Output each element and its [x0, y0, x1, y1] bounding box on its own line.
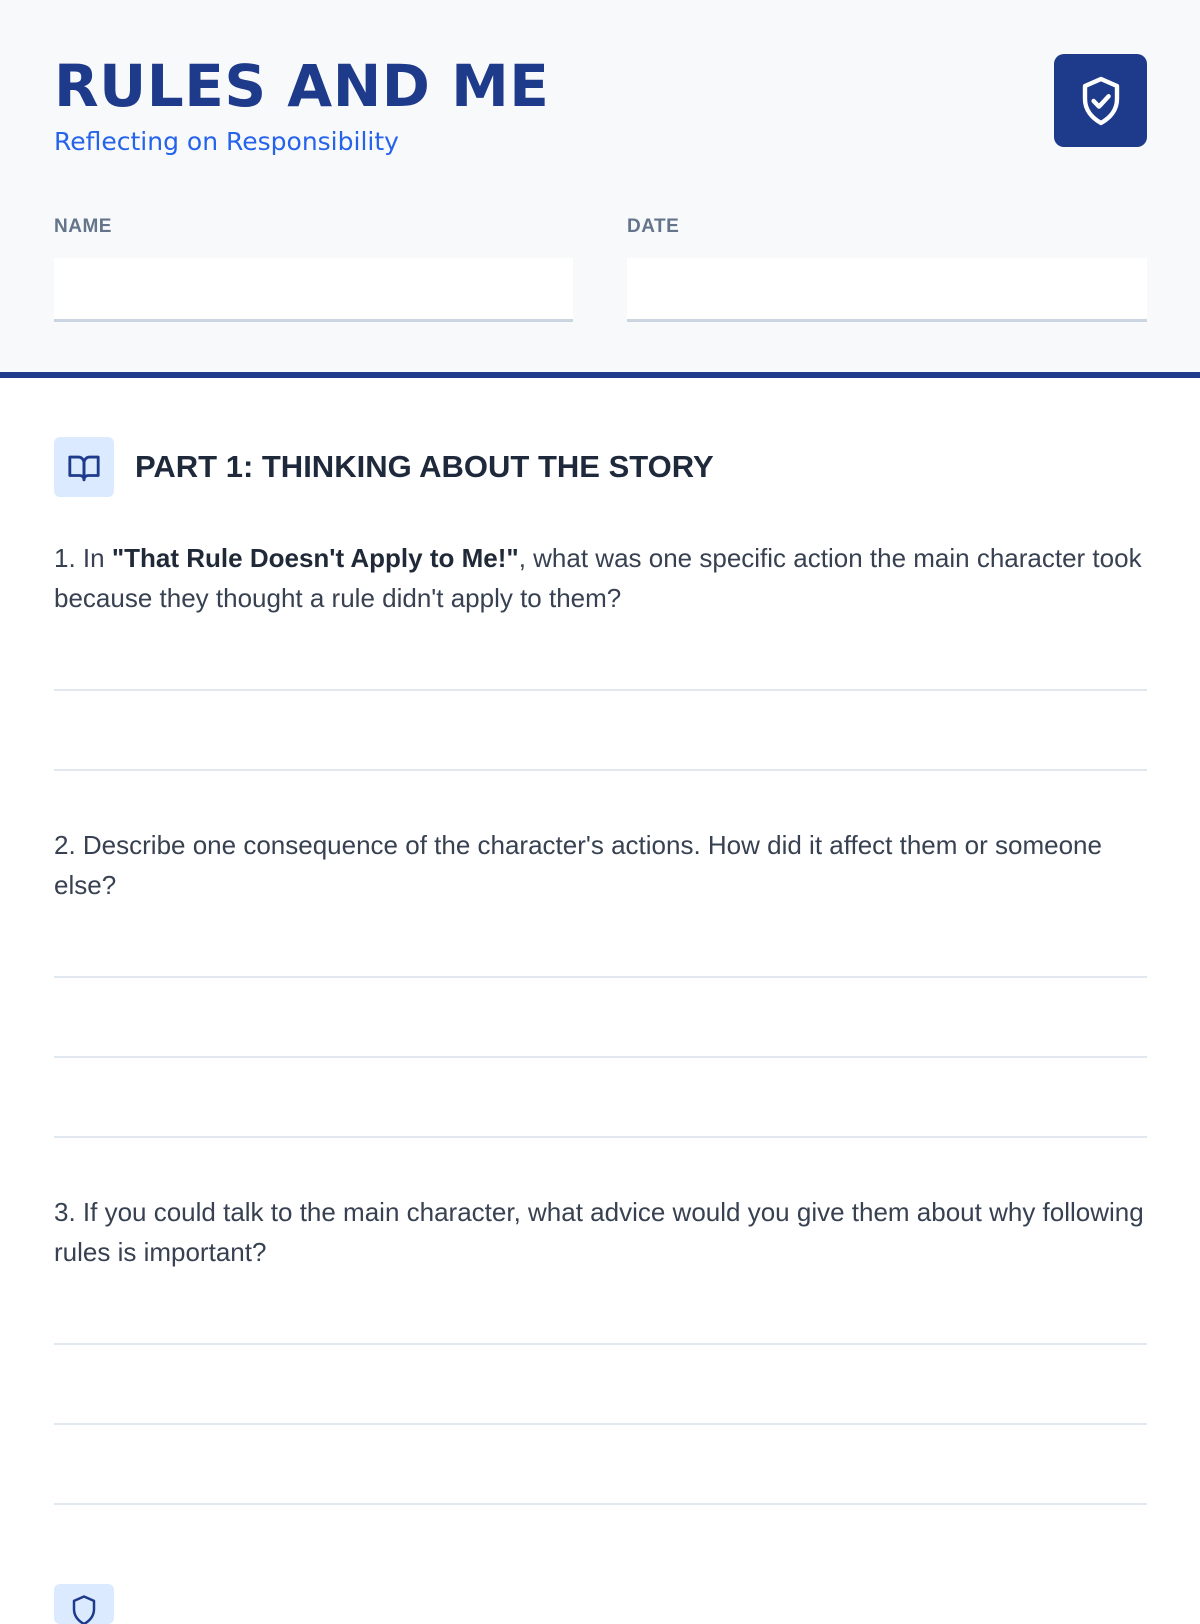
answer-line[interactable] [54, 1056, 1147, 1058]
question-2 [54, 825, 1154, 905]
question-2-text: 2. Describe one consequence of the character's actions. How did it affect them or someone else? [54, 830, 1102, 900]
answer-line[interactable] [54, 1503, 1147, 1505]
answer-line[interactable] [54, 1343, 1147, 1345]
name-field[interactable] [54, 258, 573, 322]
answer-line[interactable] [54, 1423, 1147, 1425]
name-label: NAME [54, 216, 112, 237]
book-open-icon [54, 437, 114, 497]
date-field[interactable] [627, 258, 1147, 322]
question-3 [54, 1192, 1154, 1272]
answer-line[interactable] [54, 689, 1147, 691]
story-title: "That Rule Doesn't Apply to Me!" [111, 543, 519, 573]
shield-icon [54, 1584, 114, 1624]
shield-check-icon [1054, 54, 1147, 147]
date-label: DATE [627, 216, 680, 237]
answer-line[interactable] [54, 976, 1147, 978]
part1-title: PART 1: THINKING ABOUT THE STORY [135, 449, 714, 484]
worksheet-title: RULES AND ME [54, 52, 550, 120]
question-3-text: 3. If you could talk to the main character, what advice would you give them about why following rules is important? [54, 1197, 1144, 1267]
question-1 [54, 538, 1154, 618]
question-1-text: , what was one specific action the main character took because they thought a rule didn't apply to them? [54, 543, 1142, 613]
question-1-prefix: 1. In [54, 543, 112, 573]
answer-line[interactable] [54, 769, 1147, 771]
worksheet-subtitle: Reflecting on Responsibility [54, 127, 399, 156]
answer-line[interactable] [54, 1136, 1147, 1138]
part1-heading [54, 437, 714, 497]
worksheet-header [0, 0, 1200, 378]
